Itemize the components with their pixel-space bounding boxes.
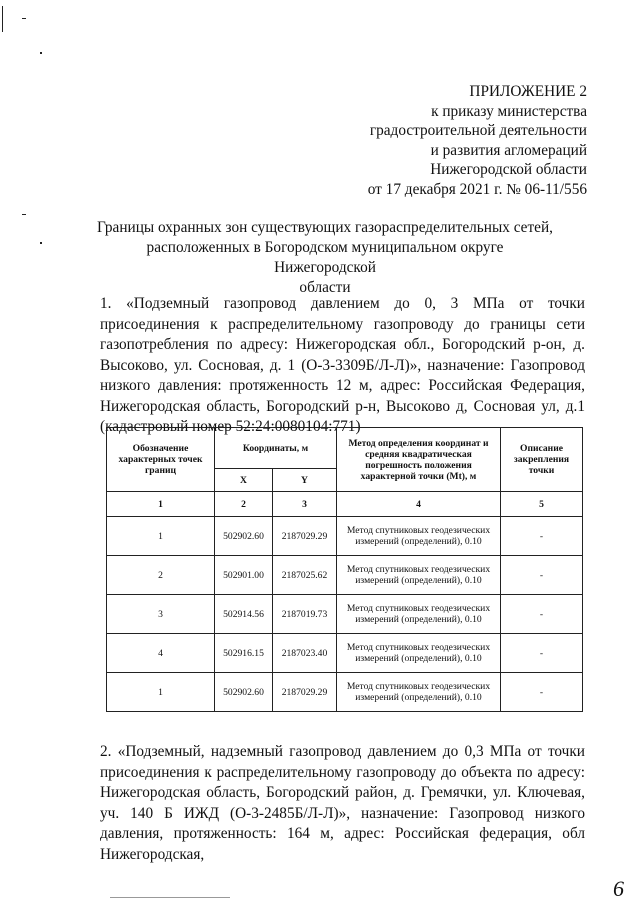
cell-x: 502901.00 [215,556,273,595]
column-number-row [107,492,583,517]
cell-description: - [501,634,583,673]
column-number: 5 [501,492,583,517]
header-line: ПРИЛОЖЕНИЕ 2 [469,83,587,100]
header-line: градостроительной деятельности [369,122,587,139]
cell-y: 2187029.29 [273,673,337,712]
header-x: X [215,469,273,492]
header-point: Обозначение характерных точек границ [107,428,215,492]
table-row [107,634,583,673]
header-line: Нижегородской области [430,161,587,178]
column-number: 4 [337,492,501,517]
cell-description: - [501,595,583,634]
cell-method: Метод спутниковых геодезических измерений (определений), 0.10 [337,517,501,556]
cell-description: - [501,673,583,712]
scan-mark [40,242,42,244]
cell-method: Метод спутниковых геодезических измерений (определений), 0.10 [337,595,501,634]
table-row [107,595,583,634]
cell-description: - [501,517,583,556]
cell-y: 2187029.29 [273,517,337,556]
header-line: от 17 декабря 2021 г. № 06-11/556 [367,180,587,198]
table-row [107,517,583,556]
paragraph-2: 2. «Подземный, надземный газопровод давлением до 0,3 МПа от точки присоединения к распределительному газопроводу до объекта по адресу: Нижегородская область, Богородский район, д. Гремячки, ул. Ключевая, уч. 140 Б ИЖД (О-3-2485Б/Л-Л)», назначение: Газопровод низкого давления, протяженность: 164 м, адрес: Российская федерация, обл Нижегородская, [100,743,585,863]
scan-mark [40,52,42,54]
header-coordinates: Координаты, м [215,428,337,469]
cell-x: 502916.15 [215,634,273,673]
scan-mark [22,18,26,19]
paragraph-1: 1. «Подземный газопровод давлением до 0, 3 МПа от точки присоединения к распределительному газопроводу до границы сети газопотребления по адресу: Нижегородская обл., Богородский р-он, д. Высоково, ул. Сосновая, д. 1 (О-3-3309Б/Л-Л)», назначение: Газопровод низкого давления: протяженность 12 м, адрес: Российская Федерация, Нижегородская область, Богородский р-н, Высоково д, Сосновая ул, д.1 (кадастровый номер 52:24:0080104:771) [100,295,585,435]
column-number: 3 [273,492,337,517]
cell-method: Метод спутниковых геодезических измерений (определений), 0.10 [337,634,501,673]
cell-y: 2187025.62 [273,556,337,595]
cell-x: 502902.60 [215,517,273,556]
cell-point: 3 [107,595,215,634]
cell-x: 502902.60 [215,673,273,712]
title-line: области [299,279,351,296]
header-description: Описание закрепления точки [501,428,583,492]
cell-y: 2187019.73 [273,595,337,634]
page-number: 6 [613,876,624,901]
document-title [95,218,555,298]
document-header [257,82,587,199]
cell-point: 1 [107,673,215,712]
scan-mark [110,897,230,898]
cell-description: - [501,556,583,595]
header-line: и развития агломераций [430,141,587,159]
cell-method: Метод спутниковых геодезических измерений (определений), 0.10 [337,556,501,595]
cell-point: 2 [107,556,215,595]
header-method: Метод определения координат и средняя квадратическая погрешность положения характерной точки (Mt), м [337,428,501,492]
column-number: 2 [215,492,273,517]
column-number: 1 [107,492,215,517]
cell-point: 1 [107,517,215,556]
cell-point: 4 [107,634,215,673]
header-y: Y [273,469,337,492]
table-row [107,556,583,595]
title-line: расположенных в Богородском муниципальном округе Нижегородской [146,239,504,276]
table-row [107,673,583,712]
scan-mark [2,6,3,32]
header-line: к приказу министерства [431,102,587,120]
cell-method: Метод спутниковых геодезических измерений (определений), 0.10 [337,673,501,712]
coordinates-table [106,427,583,712]
cell-x: 502914.56 [215,595,273,634]
scan-mark [22,214,26,215]
title-line: Границы охранных зон существующих газораспределительных сетей, [97,219,553,236]
cell-y: 2187023.40 [273,634,337,673]
